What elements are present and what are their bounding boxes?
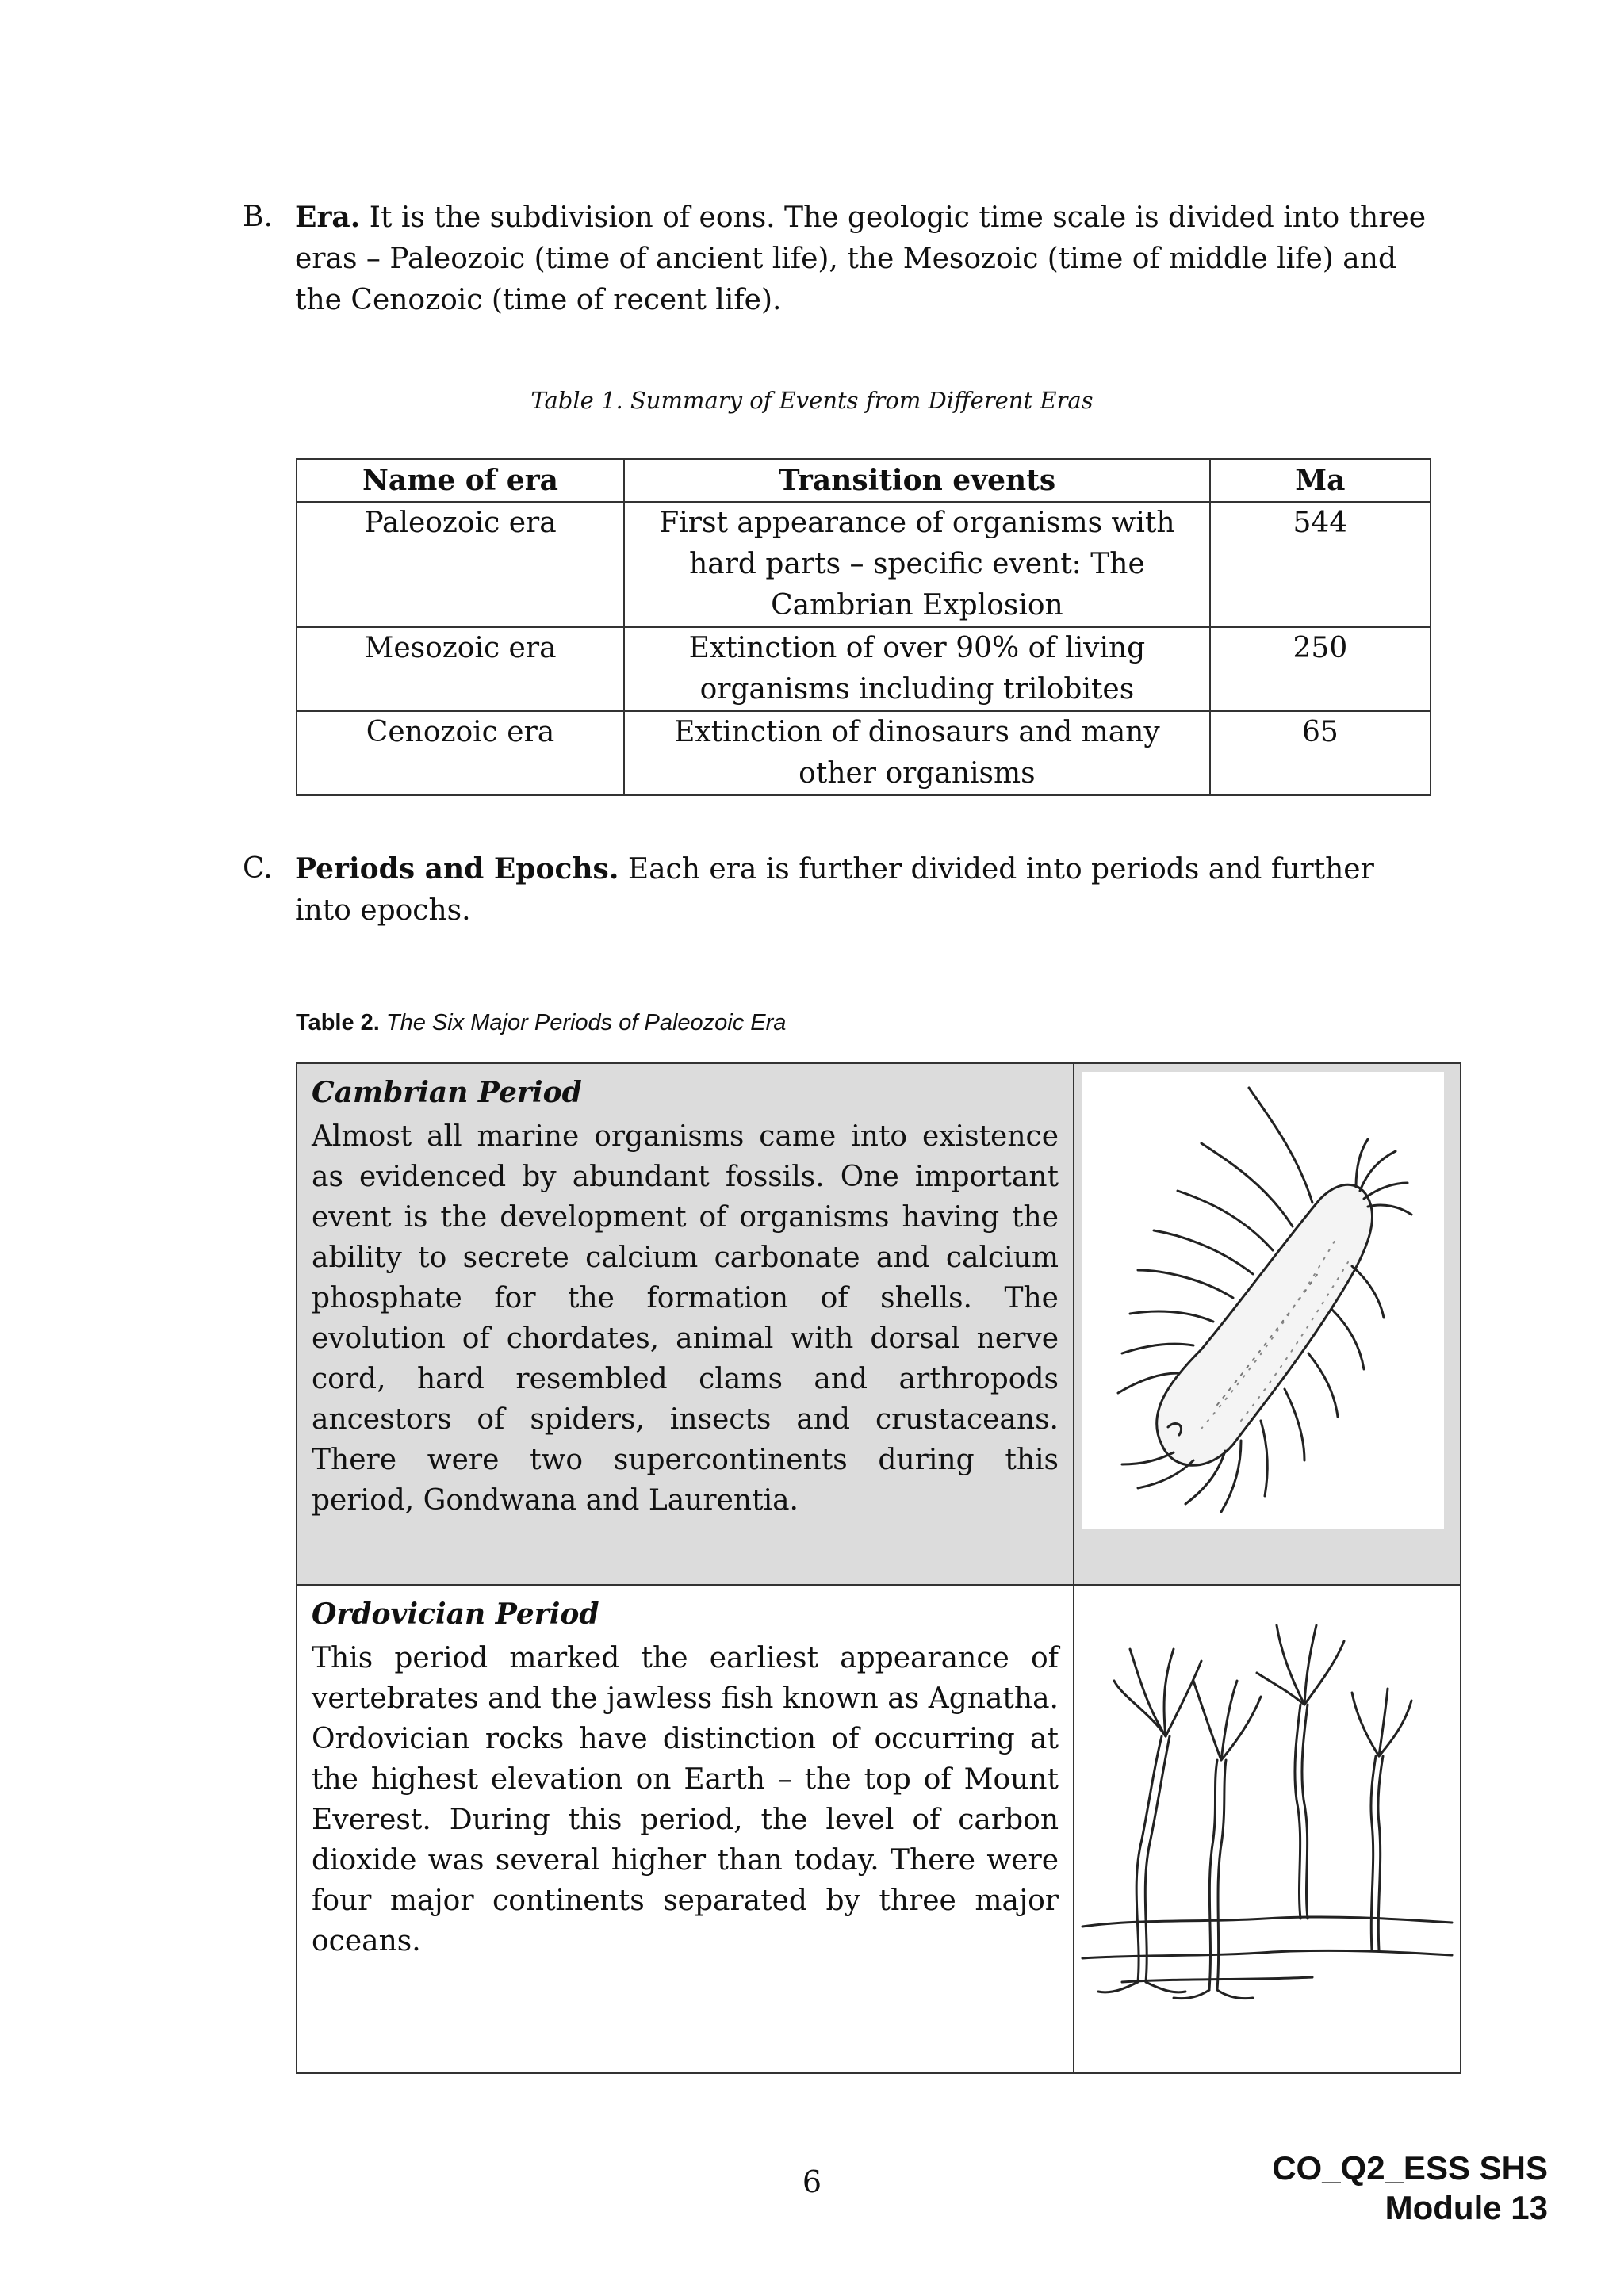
header-events: Transition events (624, 459, 1210, 502)
cell-era: Mesozoic era (297, 627, 624, 711)
periods-table (296, 1062, 1461, 2074)
page-number: 6 (802, 2164, 822, 2199)
cell-ma: 544 (1210, 502, 1431, 627)
cell-events: First appearance of organisms with hard parts – specific event: The Cambrian Explosion (624, 502, 1210, 627)
period-image-cell (1074, 1064, 1460, 1584)
footer-line-2: Module 13 (1385, 2189, 1548, 2226)
section-letter: B. (243, 201, 273, 233)
period-title: Cambrian Period (312, 1076, 582, 1109)
cell-ma: 250 (1210, 627, 1431, 711)
cell-era: Cenozoic era (297, 711, 624, 795)
cell-events: Extinction of dinosaurs and many other organisms (624, 711, 1210, 795)
section-era (243, 197, 1432, 321)
section-body (295, 848, 1432, 932)
section-term: Periods and Epochs. (295, 852, 619, 886)
table2-caption-label: Table 2. (296, 1010, 380, 1035)
table-row (297, 711, 1431, 795)
period-description: Almost all marine organisms came into existence as evidenced by abundant fossils. One important event is the development of organisms having the ability to secrete calcium carbonate and calcium phosphate for the formation of shells. The evolution of chordates, animal with dorsal nerve cord, hard resembled clams and arthropods ancestors of spiders, insects and crustaceans. There were two supercontinents during this period, Gondwana and Laurentia. (312, 1120, 1059, 1517)
period-title: Ordovician Period (312, 1598, 599, 1631)
cell-ma: 65 (1210, 711, 1431, 795)
table1-caption: Table 1. Summary of Events from Different Eras (530, 387, 1094, 414)
cambrian-worm-drawing (1082, 1072, 1444, 1529)
section-body (295, 197, 1432, 321)
period-row-ordovician (297, 1586, 1460, 2072)
footer-line-1: CO_Q2_ESS SHS (1272, 2149, 1548, 2187)
section-text: It is the subdivision of eons. The geologic time scale is divided into three eras – Paleozoic (time of ancient life), the Mesozoic (time of middle life) and the Cenozoic (time of recent life). (295, 201, 1427, 316)
period-image-cell (1074, 1586, 1460, 2072)
header-ma: Ma (1210, 459, 1431, 502)
section-text: Each era is further divided into periods and further into epochs. (295, 853, 1374, 927)
table-row (297, 502, 1431, 627)
table-row (297, 627, 1431, 711)
period-description: This period marked the earliest appearance of vertebrates and the jawless fish known as Agnatha. Ordovician rocks have distinction of occurring at the highest elevation on Earth – the top of Mount Everest. During this period, the level of carbon dioxide was several higher than today. There were four major continents separated by three major oceans. (312, 1642, 1059, 1957)
period-text-cell (297, 1064, 1074, 1584)
cell-era: Paleozoic era (297, 502, 624, 627)
header-era: Name of era (297, 459, 624, 502)
table2-caption-text: The Six Major Periods of Paleozoic Era (385, 1010, 787, 1035)
period-text-cell (297, 1586, 1074, 2072)
ordovician-crinoid-drawing (1074, 1586, 1460, 2072)
period-row-cambrian (297, 1064, 1460, 1586)
table-header-row (297, 459, 1431, 502)
section-periods-epochs (243, 848, 1432, 932)
table2-caption (296, 1010, 786, 1036)
summary-table (296, 458, 1431, 796)
section-term: Era. (295, 201, 361, 234)
cell-events: Extinction of over 90% of living organisms including trilobites (624, 627, 1210, 711)
section-letter: C. (243, 852, 273, 885)
cambrian-organism-illustration (1082, 1072, 1444, 1529)
module-footer (1272, 2149, 1548, 2228)
